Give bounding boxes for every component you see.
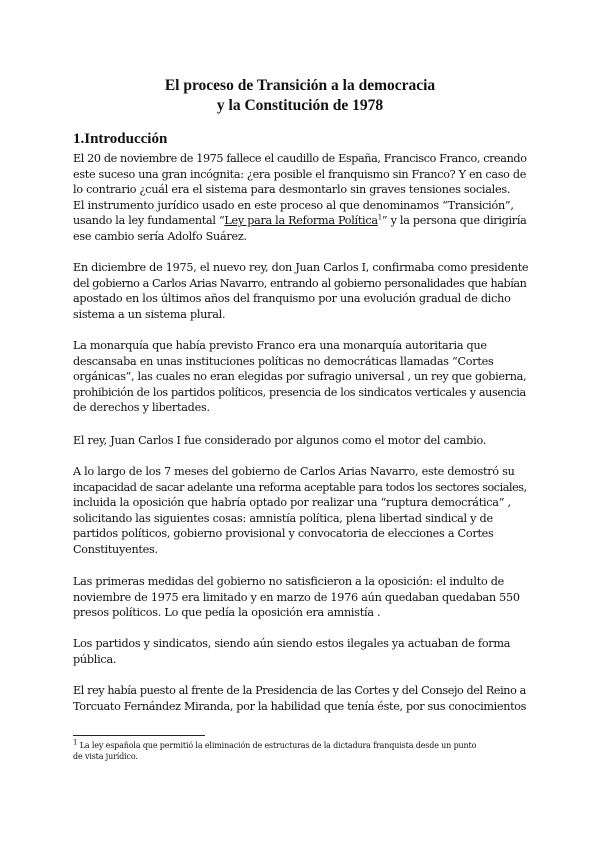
footnote-ref[interactable]: 1 [377, 213, 382, 222]
paragraph-line: El 20 de noviembre de 1975 fallece el caudillo de España, Francisco Franco, creando [73, 152, 527, 165]
paragraph-4 [73, 433, 528, 449]
paragraph-line: Los partidos y sindicatos, siendo aún siendo estos ilegales ya actuaban de forma [73, 637, 511, 650]
paragraph-line: descansaba en unas instituciones políticas no democráticas llamadas “Cortes [73, 354, 494, 368]
paragraph-line: Las primeras medidas del gobierno no satisficieron a la oposición: el indulto de [73, 575, 505, 588]
paragraph-8 [73, 683, 528, 714]
paragraph-line: orgánicas”, las cuales no eran elegidas por sufragio universal , un rey que gobierna, [73, 370, 527, 384]
footnote-divider [73, 735, 205, 736]
paragraph-line: del gobierno a Carlos Arias Navarro, entrando al gobierno personalidades que habían [73, 276, 527, 290]
document-title [60, 76, 540, 116]
paragraph-2 [73, 260, 528, 322]
title-line-1: El proceso de Transición a la democracia [164, 77, 436, 94]
paragraph-line: incapacidad de sacar adelante una reforma aceptable para todos los sectores sociales, [73, 480, 527, 494]
paragraph-3 [73, 338, 528, 416]
paragraph-line: solicitando las siguientes cosas: amnistía política, plena libertad sindical y de [73, 511, 493, 525]
footnote-line [73, 740, 528, 751]
title-line-2: y la Constitución de 1978 [216, 97, 384, 114]
paragraph-line: A lo largo de los 7 meses del gobierno de Carlos Arias Navarro, este demostró su [73, 465, 515, 478]
paragraph-line: prohibición de los partidos políticos, presencia de los sindicatos verticales y ausencia [73, 385, 526, 399]
paragraph-line: ese cambio sería Adolfo Suárez. [73, 229, 247, 243]
paragraph-line: pública. [73, 652, 117, 666]
paragraph-5 [73, 464, 528, 558]
text-run: ” y la persona que dirigiría [381, 214, 527, 228]
paragraph-line: El instrumento jurídico usado en este proceso al que denominamos “Transición”, [73, 198, 514, 212]
text-run: usando la ley fundamental “ [73, 214, 225, 228]
paragraph-line: Constituyentes. [73, 542, 158, 556]
paragraph-line: El rey había puesto al frente de la Presidencia de las Cortes y del Consejo del Reino a [73, 684, 526, 697]
paragraph-line: partidos políticos, gobierno provisional y convocatoria de elecciones a Cortes [73, 527, 494, 541]
paragraph-line: sistema a un sistema plural. [73, 307, 226, 321]
paragraph-line: En diciembre de 1975, el nuevo rey, don Juan Carlos I, confirmaba como presidente [73, 261, 529, 274]
law-reference-link[interactable]: Ley para la Reforma Política [224, 214, 378, 228]
paragraph-line: Torcuato Fernández Miranda, por la habilidad que tenía éste, por sus conocimientos [73, 699, 527, 713]
footnote-text: La ley española que permitió la eliminación de estructuras de la dictadura franquista desde un punto [77, 741, 477, 750]
paragraph-6 [73, 574, 528, 621]
paragraph-line: El rey, Juan Carlos I fue considerado por algunos como el motor del cambio. [73, 434, 487, 447]
paragraph-line [73, 213, 528, 229]
paragraph-1 [73, 151, 528, 245]
footnote [73, 740, 528, 762]
paragraph-line: lo contrario ¿cuál era el sistema para desmontarlo sin graves tensiones sociales. [73, 183, 511, 197]
footnote-marker: 1 [73, 738, 78, 747]
paragraph-7 [73, 636, 528, 667]
paragraph-line: presos políticos. Lo que pedía la oposición era amnistía . [73, 606, 381, 620]
paragraph-line: La monarquía que había previsto Franco era una monarquía autoritaria que [73, 339, 487, 352]
paragraph-line: apostado en los últimos años del franquismo por una evolución gradual de dicho [73, 292, 511, 306]
section-heading: 1.Introducción [73, 131, 168, 147]
paragraph-line: este suceso una gran incógnita: ¿era posible el franquismo sin Franco? Y en caso de [73, 167, 527, 181]
paragraph-line: incluida la oposición que habría optado por realizar una “ruptura democrática” , [73, 496, 511, 510]
paragraph-line: de derechos y libertades. [73, 401, 210, 415]
footnote-line: de vista jurídico. [73, 752, 138, 761]
paragraph-line: noviembre de 1975 era limitado y en marzo de 1976 aún quedaban quedaban 550 [73, 590, 520, 604]
